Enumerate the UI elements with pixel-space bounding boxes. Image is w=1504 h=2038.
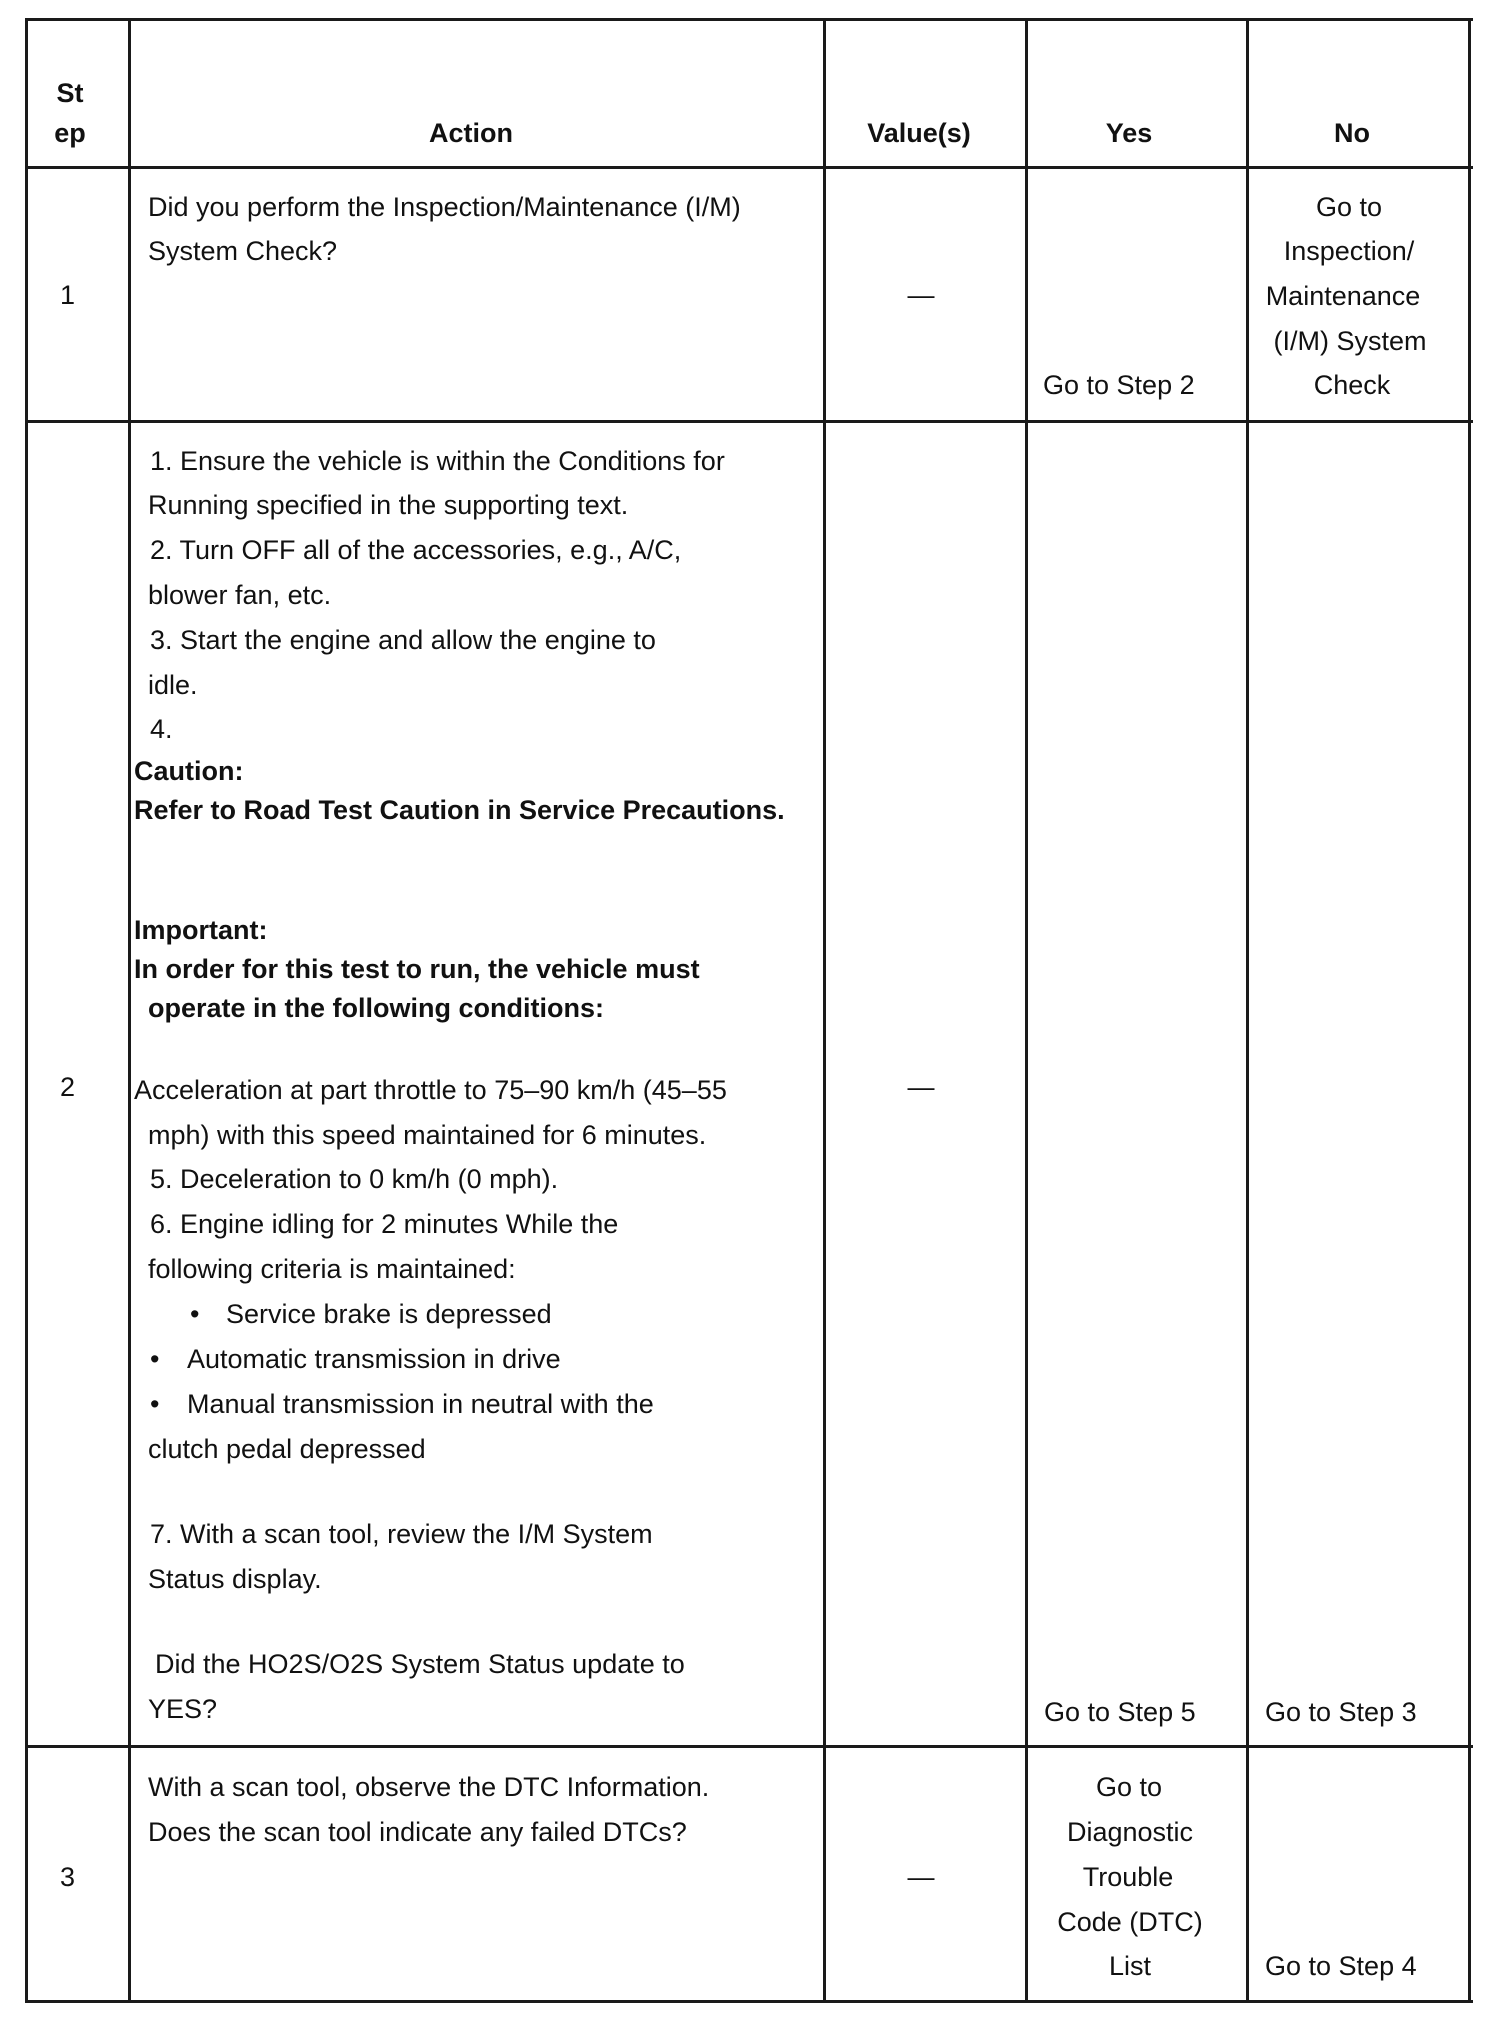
action-text: 6. Engine idling for 2 minutes While the xyxy=(150,1209,619,1239)
row-divider xyxy=(25,420,1473,423)
action-text: 3. Start the engine and allow the engine to xyxy=(150,625,656,655)
header-yes: Yes xyxy=(1105,118,1153,148)
no-link-line: Maintenance xyxy=(1265,281,1421,311)
action-text: Status display. xyxy=(148,1564,322,1594)
no-link-line: Inspection/ xyxy=(1283,236,1415,266)
step-number: 3 xyxy=(60,1862,76,1892)
yes-link-line: Code (DTC) xyxy=(1057,1907,1203,1937)
no-link-line: (I/M) System xyxy=(1273,326,1427,356)
bullet-glyph: • xyxy=(150,1344,160,1374)
action-text: Running specified in the supporting text. xyxy=(148,490,629,520)
header-no: No xyxy=(1334,118,1370,148)
bullet-item: Manual transmission in neutral with the xyxy=(187,1389,654,1419)
important-text: operate in the following conditions: xyxy=(148,993,604,1023)
action-text: 5. Deceleration to 0 km/h (0 mph). xyxy=(150,1164,559,1194)
action-text: 2. Turn OFF all of the accessories, e.g., A/C, xyxy=(150,535,682,565)
action-text: With a scan tool, observe the DTC Information. xyxy=(148,1772,710,1802)
caution-text: Refer to Road Test Caution in Service Precautions. xyxy=(134,795,785,825)
table-border-bottom xyxy=(25,2000,1473,2003)
bullet-item: Automatic transmission in drive xyxy=(187,1344,561,1374)
caution-label: Caution: xyxy=(134,756,244,786)
action-text: 1. Ensure the vehicle is within the Conditions for xyxy=(150,446,725,476)
yes-link-line: Go to xyxy=(1095,1772,1163,1802)
yes-link[interactable]: Go to Step 5 xyxy=(1044,1697,1196,1727)
yes-link[interactable]: Go to Step 2 xyxy=(1043,370,1195,400)
table-border-left xyxy=(25,18,28,2003)
bullet-item-continued: clutch pedal depressed xyxy=(148,1434,426,1464)
important-text: In order for this test to run, the vehicle must xyxy=(134,954,700,984)
yes-link-line: Trouble xyxy=(1082,1862,1174,1892)
column-divider xyxy=(1025,18,1028,2003)
value-dash: — xyxy=(907,1072,935,1102)
action-text: Did you perform the Inspection/Maintenance (I/M) xyxy=(148,192,741,222)
column-divider xyxy=(823,18,826,2003)
yes-link-line: Diagnostic xyxy=(1066,1817,1194,1847)
step-number: 1 xyxy=(60,280,76,310)
important-label: Important: xyxy=(134,915,268,945)
action-text: 7. With a scan tool, review the I/M System xyxy=(150,1519,653,1549)
header-step-line1: St xyxy=(56,78,84,108)
bullet-glyph: • xyxy=(190,1299,200,1329)
table-border-top xyxy=(25,18,1473,21)
no-link-line: Check xyxy=(1313,370,1391,400)
action-text: following criteria is maintained: xyxy=(148,1254,516,1284)
action-text: idle. xyxy=(148,670,198,700)
action-text: blower fan, etc. xyxy=(148,580,332,610)
yes-link-line: List xyxy=(1108,1951,1152,1981)
action-text: mph) with this speed maintained for 6 minutes. xyxy=(148,1120,707,1150)
header-action: Action xyxy=(429,118,513,148)
table-border-right xyxy=(1468,18,1471,2003)
action-text: Acceleration at part throttle to 75–90 km/h (45–55 xyxy=(134,1075,727,1105)
value-dash: — xyxy=(907,1862,935,1892)
action-text: 4. xyxy=(150,714,173,744)
question-text: Did the HO2S/O2S System Status update to xyxy=(155,1649,685,1679)
bullet-glyph: • xyxy=(150,1389,160,1419)
no-link-line: Go to xyxy=(1315,192,1383,222)
row-divider xyxy=(25,1745,1473,1748)
value-dash: — xyxy=(907,280,935,310)
no-link[interactable]: Go to Step 3 xyxy=(1265,1697,1417,1727)
action-text: System Check? xyxy=(148,236,338,266)
column-divider xyxy=(1246,18,1249,2003)
header-step-line2: ep xyxy=(54,118,86,148)
bullet-item: Service brake is depressed xyxy=(226,1299,552,1329)
question-text: YES? xyxy=(148,1694,218,1724)
header-values: Value(s) xyxy=(867,118,971,148)
header-divider xyxy=(25,166,1473,169)
step-number: 2 xyxy=(60,1072,76,1102)
action-text: Does the scan tool indicate any failed DTCs? xyxy=(148,1817,687,1847)
no-link[interactable]: Go to Step 4 xyxy=(1265,1951,1417,1981)
column-divider xyxy=(128,18,131,2003)
